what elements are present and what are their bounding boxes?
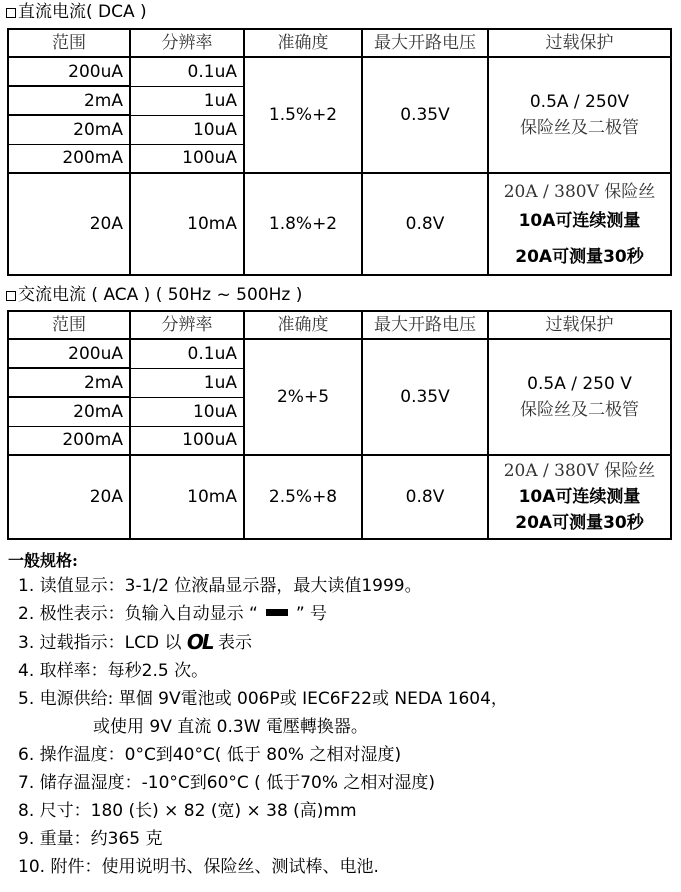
range-cell: 20mA [8, 397, 130, 426]
range-cell: 200mA [8, 144, 130, 173]
list-item: 6. 操作温度：0°C到40°C( 低于 80% 之相对湿度) [18, 745, 402, 765]
table-row [8, 57, 671, 86]
accuracy-cell: 2%+5 [244, 339, 362, 455]
general-spec-list [18, 572, 508, 881]
protection-continuous: 10A可连续测量 [518, 210, 641, 231]
list-item: 10. 附件：使用说明书、保险丝、测试棒、电池. [18, 857, 379, 877]
list-item: 4. 取样率：每秒2.5 次。 [18, 661, 209, 681]
protection-rating: 20A / 380V 保险丝 [503, 181, 656, 202]
protection-30s: 20A可测量30秒 [515, 246, 644, 267]
range-cell: 20mA [8, 115, 130, 144]
protection-rating: 20A / 380V 保险丝 [503, 461, 656, 481]
table-header-row [8, 311, 671, 339]
protection-note: 保险丝及二极管 [520, 400, 639, 420]
aca-spec-table [7, 310, 672, 540]
resolution-cell: 10mA [130, 455, 244, 539]
header-overload-protection: 过载保护 [488, 311, 671, 339]
protection-note: 保险丝及二极管 [520, 118, 639, 138]
resolution-cell: 0.1uA [130, 57, 244, 86]
protection-cell [488, 455, 671, 539]
negative-sign-icon [266, 609, 288, 616]
resolution-cell: 100uA [130, 426, 244, 455]
voltage-cell: 0.35V [362, 57, 488, 173]
header-max-open-voltage: 最大开路电压 [362, 29, 488, 57]
range-cell: 2mA [8, 368, 130, 397]
list-item: 1. 读值显示：3-1/2 位液晶显示器，最大读值1999。 [18, 576, 422, 596]
list-item: 2. 极性表示：负输入自动显示 “ ” 号 [18, 604, 328, 624]
dca-section-title: 直流电流( DCA ) [6, 2, 147, 22]
lcd-overload-icon: OL [186, 630, 213, 654]
protection-cell [488, 57, 671, 173]
header-max-open-voltage: 最大开路电压 [362, 311, 488, 339]
resolution-cell: 10uA [130, 397, 244, 426]
header-overload-protection: 过载保护 [488, 29, 671, 57]
range-cell: 20A [8, 455, 130, 539]
header-range: 范围 [8, 29, 130, 57]
voltage-cell: 0.8V [362, 455, 488, 539]
resolution-cell: 10uA [130, 115, 244, 144]
resolution-cell: 1uA [130, 86, 244, 115]
protection-continuous: 10A可连续测量 [518, 487, 641, 507]
range-cell: 200mA [8, 426, 130, 455]
list-item: 7. 储存温湿度：-10°C到60°C ( 低于70% 之相对湿度) [18, 773, 436, 793]
list-item: 8. 尺寸：180 (长) × 82 (宽) × 38 (高)mm [18, 801, 357, 821]
range-cell: 20A [8, 173, 130, 275]
voltage-cell: 0.8V [362, 173, 488, 275]
accuracy-cell: 1.5%+2 [244, 57, 362, 173]
header-resolution: 分辨率 [130, 311, 244, 339]
resolution-cell: 10mA [130, 173, 244, 275]
list-item: 5. 电源供给: 單個 9V電池或 006P或 IEC6F22或 NEDA 1604， [18, 689, 508, 709]
list-item: 3. 过载指示：LCD 以 OL 表示 [18, 630, 253, 654]
table-row [8, 339, 671, 368]
range-cell: 200uA [8, 339, 130, 368]
list-item: 或使用 9V 直流 0.3W 電壓轉換器。 [93, 717, 368, 737]
voltage-cell: 0.35V [362, 339, 488, 455]
range-cell: 200uA [8, 57, 130, 86]
protection-cell [488, 173, 671, 275]
resolution-cell: 0.1uA [130, 339, 244, 368]
protection-rating: 0.5A / 250 V [527, 374, 632, 394]
range-cell: 2mA [8, 86, 130, 115]
header-range: 范围 [8, 311, 130, 339]
dca-spec-table [7, 28, 672, 276]
table-row-high [8, 455, 671, 539]
resolution-cell: 1uA [130, 368, 244, 397]
checkbox-icon [6, 8, 16, 18]
table-row-high [8, 173, 671, 275]
general-spec-title: 一般规格: [8, 551, 78, 570]
list-item: 9. 重量：约365 克 [18, 829, 163, 849]
table-header-row [8, 29, 671, 57]
accuracy-cell: 2.5%+8 [244, 455, 362, 539]
protection-cell [488, 339, 671, 455]
header-resolution: 分辨率 [130, 29, 244, 57]
header-accuracy: 准确度 [244, 29, 362, 57]
resolution-cell: 100uA [130, 144, 244, 173]
accuracy-cell: 1.8%+2 [244, 173, 362, 275]
protection-rating: 0.5A / 250V [529, 92, 630, 112]
header-accuracy: 准确度 [244, 311, 362, 339]
protection-30s: 20A可测量30秒 [515, 513, 644, 533]
checkbox-icon [6, 291, 16, 301]
aca-section-title: 交流电流 ( ACA ) ( 50Hz ~ 500Hz ) [6, 285, 302, 305]
